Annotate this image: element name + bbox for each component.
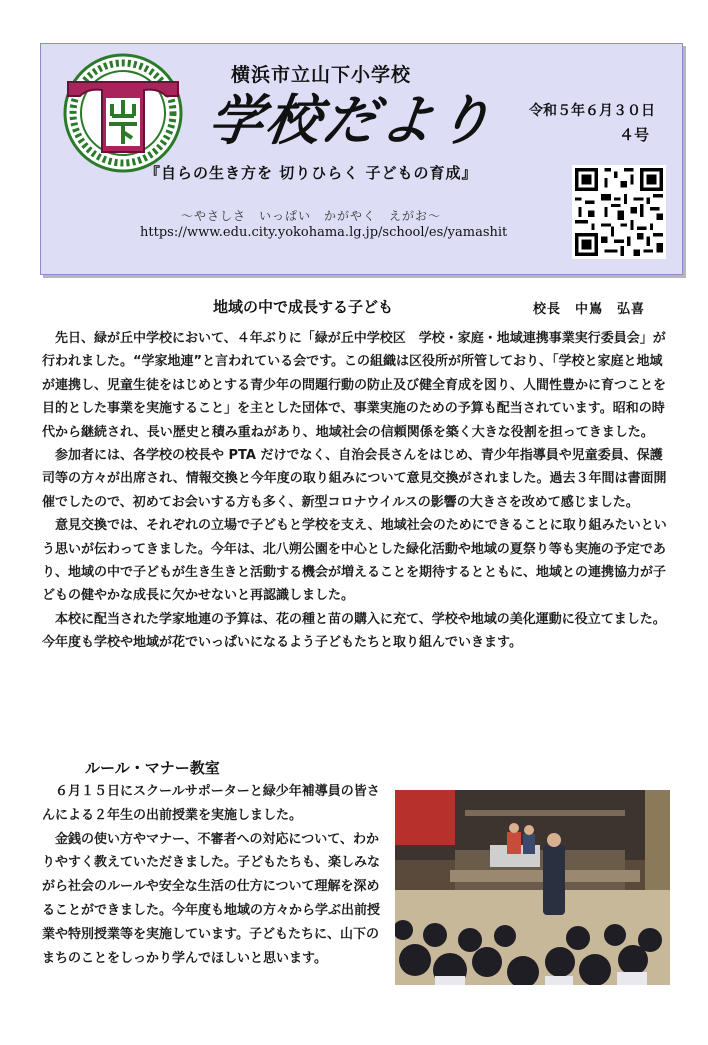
- newsletter-header: [40, 43, 683, 275]
- article-paragraph: 参加者には、各学校の校長や PTA だけでなく、自治会長さんをはじめ、青少年指導員や児童委員、保護司等の方々が出席され、情報交換と今年度の取り組みについて意見交換がされました。過去３年間は書面開催でしたので、初めてお会いする方も多く、新型コロナウイルスの影響の大きさを改めて感じました。: [42, 448, 667, 510]
- qr-code-icon[interactable]: [572, 165, 666, 259]
- newsletter-title: 学校だより: [204, 89, 499, 152]
- issue-date: 令和５年６月３０日: [529, 103, 655, 119]
- school-emblem-icon: [62, 52, 184, 174]
- section-paragraph: 金銭の使い方やマナー、不審者への対応について、わかりやすく教えていただきました。子どもたちも、楽しみながら社会のルールや安全な生活の仕方について理解を深めることができました。今年度も地域の方々から学ぶ出前授業や特別授業等を実施しています。子どもたちに、山下のまちのことをしっかり学んでほしいと思います。: [42, 831, 381, 966]
- school-motto: ～やさしさ いっぱい かがやく えがお～: [180, 209, 441, 223]
- school-name: 横浜市立山下小学校: [231, 64, 412, 86]
- article-paragraph: 本校に配当された学家地連の予算は、花の種と苗の購入に充て、学校や地域の美化運動に役立てました。今年度も学校や地域が花でいっぱいになるよう子どもたちと取り組んでいきます。: [42, 611, 666, 651]
- article-author: [533, 298, 659, 317]
- classroom-photo: [395, 790, 670, 985]
- article-paragraph: 意見交換では、それぞれの立場で子どもと学校を支え、地域社会のためにできることに取り組みたいという思いが伝わってきました。今年は、北八朔公園を中心とした緑化活動や地域の夏祭り等も実施の予定であり、地域の中で子どもが生き生きと活動する機会が増えることを期待するとともに、地域との連携協力が子どもの健やかな成長に欠かせないと再認識しました。: [42, 518, 667, 604]
- section-paragraph: ６月１５日にスクールサポーターと緑少年補導員の皆さんによる２年生の出前授業を実施しました。: [42, 784, 380, 823]
- article-paragraph: 先日、緑が丘中学校において、４年ぶりに「緑が丘中学校区 学校・家庭・地域連携事業実行委員会」が行われました。“学家地連”と言われている会です。この組織は区役所が所管しており、「学校と家庭と地域が連携し、児童生徒をはじめとする青少年の問題行動の防止及び健全育成を図り、人間性豊かに育つことを目的とした事業を実施すること」を主とした団体で、事業実施のための予算も配当されています。昭和の時代から継続され、長い歴史と積み重ねがあり、地域社会の信頼関係を築く大きな役割を担ってきました。: [42, 331, 667, 440]
- school-slogan: 『自らの生き方を 切りひらく 子どもの育成』: [145, 164, 478, 182]
- section-body: [42, 780, 382, 970]
- school-url[interactable]: https://www.edu.city.yokohama.lg.jp/school/es/yamashit: [140, 225, 508, 240]
- section-title: ルール・マナー教室: [85, 759, 220, 777]
- article-title: 地域の中で成長する子ども: [213, 298, 394, 316]
- article-body: [42, 327, 672, 655]
- author-role: 校長: [533, 302, 562, 317]
- author-name: 中嶌 弘喜: [575, 302, 646, 317]
- issue-number: ４号: [619, 126, 650, 144]
